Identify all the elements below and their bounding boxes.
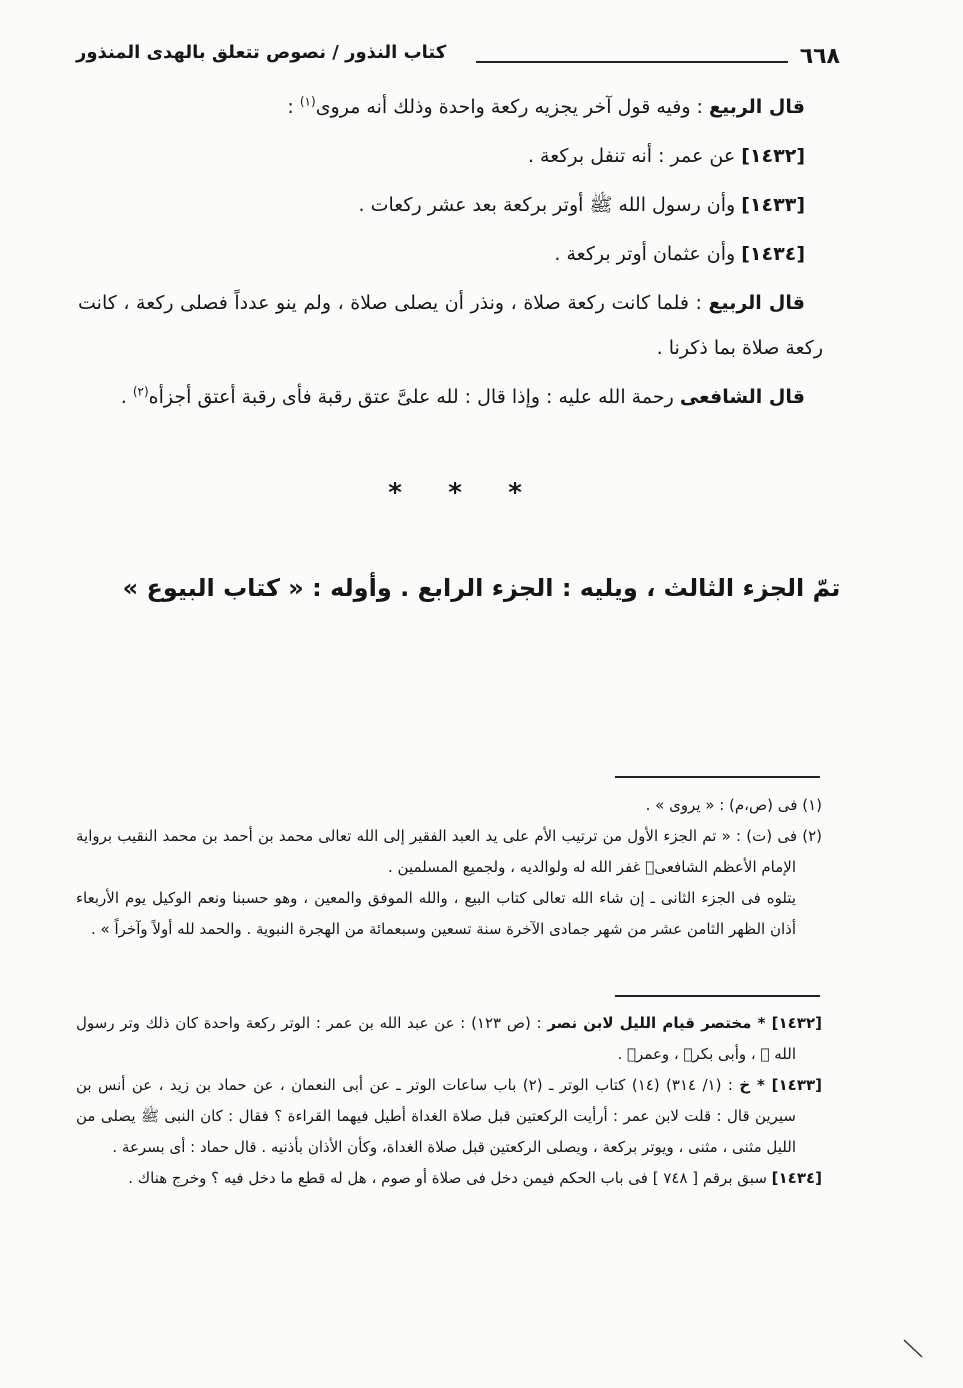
references-rule: [615, 995, 820, 997]
paragraph-text: رحمة الله عليه : وإذا قال : لله علىَّ عتق رقبة فأى رقبة أعتق أجزأه: [148, 386, 680, 408]
paragraph-text: : وفيه قول آخر يجزيه ركعة واحدة وذلك أنه مروى: [315, 96, 709, 118]
divider-star: *: [388, 478, 402, 508]
header-rule: [476, 61, 788, 63]
reference-number: [١٤٣٤]: [771, 1169, 822, 1187]
scan-mark: [900, 1335, 930, 1365]
paragraph-text: : فلما كانت ركعة صلاة ، ونذر أن يصلى صلاة ، ولم ينو عدداً فصلى ركعة ، كانت ركعة صلاة بما ذكرنا .: [78, 292, 823, 359]
references: [76, 1008, 822, 1194]
reference-source: * خ: [739, 1076, 772, 1094]
narration-1433: [78, 183, 823, 228]
divider-star: *: [508, 478, 522, 508]
reference-1432: [76, 1008, 822, 1070]
speaker-label: قال الشافعى: [679, 386, 805, 408]
narration-number: [١٤٣٤]: [741, 243, 805, 265]
narration-number: [١٤٣٣]: [741, 194, 805, 216]
section-divider: [380, 478, 530, 508]
footnote-1: (١) فى (ص،م) : « يروى » .: [645, 796, 822, 814]
footnote-ref: (٢): [132, 384, 149, 399]
paragraph-tail: :: [287, 96, 300, 118]
narration-text: عن عمر : أنه تنفل بركعة .: [527, 145, 742, 167]
narration-1434: [78, 232, 823, 277]
closing-title: تمّ الجزء الثالث ، ويليه : الجزء الرابع . وأوله : « كتاب البيوع »: [122, 574, 841, 602]
narration-text: وأن رسول الله ﷺ أوتر بركعة بعد عشر ركعات .: [358, 194, 742, 216]
reference-number: [١٤٣٣]: [771, 1076, 823, 1094]
body-text: [78, 85, 823, 424]
divider-star: *: [448, 478, 462, 508]
reference-text: سبق برقم [ ٧٤٨ ] فى باب الحكم فيمن دخل فى صلاة أو صوم ، هل له قطع ما دخل فيه ؟ وخرج هناك .: [128, 1169, 772, 1187]
speaker-label: قال الربيع: [708, 96, 805, 118]
speaker-label: قال الربيع: [708, 292, 805, 314]
paragraph-rabi-2: [78, 281, 823, 371]
footnote-2: (٢) فى (ت) : « تم الجزء الأول من ترتيب الأم على يد العبد الفقير إلى الله تعالى محمد بن أحمد بن محمد النقيب برواية الإمام الأعظم الشافعىؓ غفر الله له ولوالديه ، ولجميع المسلمين .: [76, 827, 822, 876]
narration-text: وأن عثمان أوتر بركعة .: [554, 243, 742, 265]
paragraph-tail: .: [120, 386, 133, 408]
reference-source: * مختصر قيام الليل لابن نصر: [547, 1014, 772, 1032]
reference-1433: [76, 1070, 822, 1163]
page-number: ٦٦٨: [799, 44, 840, 69]
reference-text: : (١/ ٣١٤) (١٤) كتاب الوتر ـ (٢) باب ساعات الوتر ـ عن أبى النعمان ، عن حماد بن زيد ، عن أنس بن سيرين قال : قلت لابن عمر : أرأيت الركعتين قبل صلاة الغداة أطيل فيهما القراءة ؟ فقال : كان النبى ﷺ يصلى من الليل مثنى ، مثنى ، ويوتر بركعة ، ويصلى الركعتين قبل صلاة الغداة، وكأن الأذان بأذنيه . قال حماد : أى بسرعة .: [76, 1076, 796, 1156]
running-title: كتاب النذور / نصوص تتعلق بالهدى المنذور: [76, 42, 447, 63]
reference-text: : (ص ١٢٣) : عن عبد الله بن عمر : الوتر ركعة واحدة كان ذلك وتر رسول الله ﷺ ، وأبى بكرؓ ، وعمرؓ .: [76, 1014, 796, 1063]
reference-number: [١٤٣٢]: [771, 1014, 822, 1032]
narration-1432: [78, 134, 823, 179]
footnote-ref: (١): [299, 94, 316, 109]
paragraph-shafii: [78, 375, 823, 420]
reference-1434: [76, 1163, 822, 1194]
narration-number: [١٤٣٢]: [741, 145, 805, 167]
footnote-rule: [615, 776, 820, 778]
paragraph-rabi-1: [78, 85, 823, 130]
footnote-2-continuation: يتلوه فى الجزء الثانى ـ إن شاء الله تعالى كتاب البيع ، والله الموفق والمعين ، وهو حسبنا ونعم الوكيل يوم الأربعاء أذان الظهر الثامن عشر من شهر جمادى الآخرة سنة تسعين وسبعمائة من الهجرة النبوية . والحمد لله أولاً وآخراً » .: [76, 889, 796, 938]
footnotes: [76, 790, 822, 945]
